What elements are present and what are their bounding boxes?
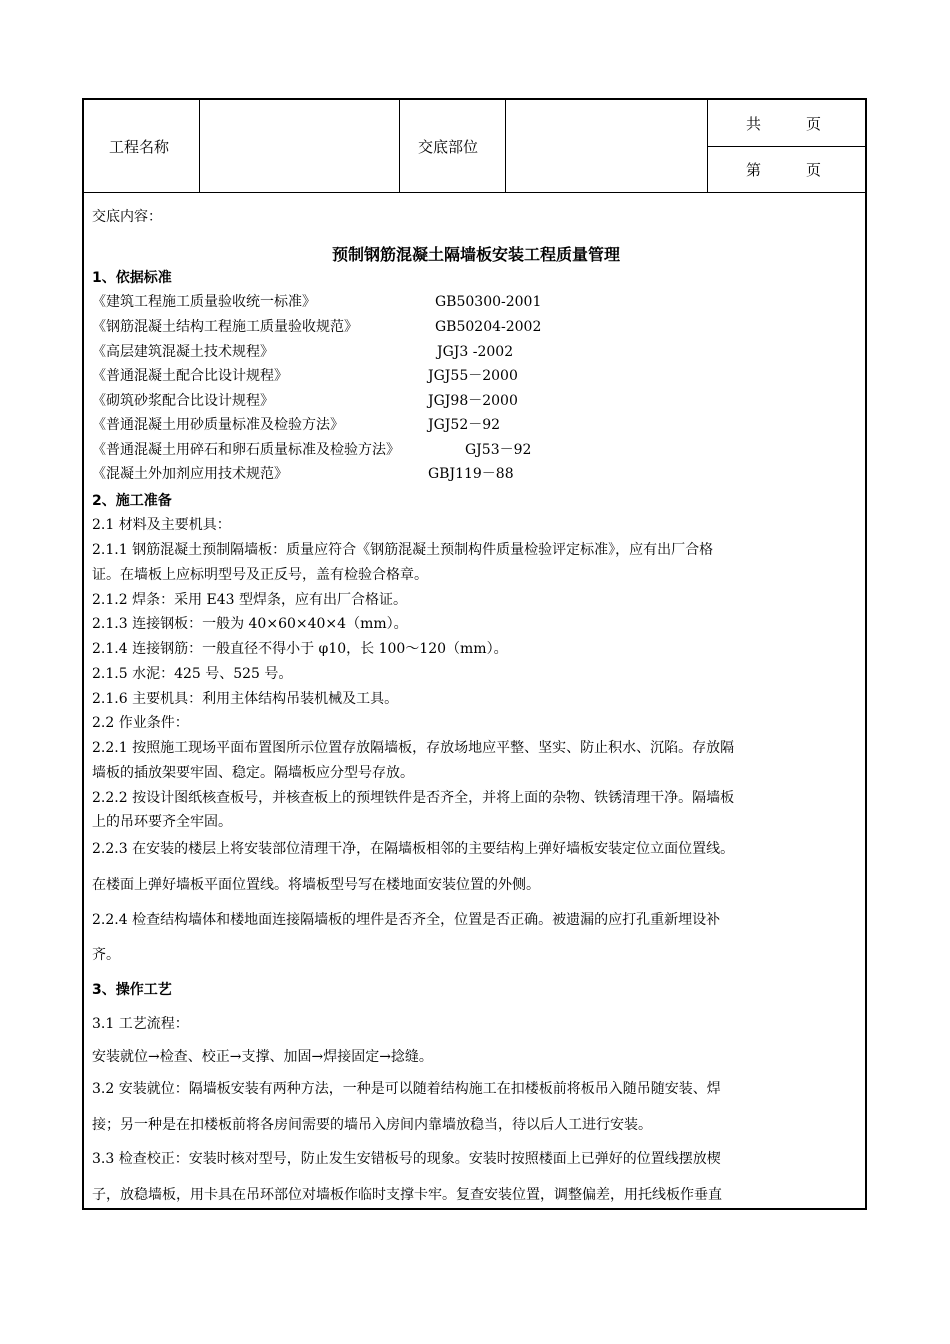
standard-code: JGJ55－2000 [428, 368, 518, 384]
text-line: 3.1 工艺流程： [92, 1016, 189, 1032]
divider [199, 100, 200, 192]
standard-name: 《建筑工程施工质量验收统一标准》 [92, 294, 316, 310]
section-heading: 1、依据标准 [92, 270, 172, 286]
standard-name: 《钢筋混凝土结构工程施工质量验收规范》 [92, 319, 358, 335]
text-line: 2.1.4 连接钢筋：一般直径不得小于 φ10，长 100～120（mm）。 [92, 641, 508, 657]
standard-name: 《混凝土外加剂应用技术规范》 [92, 466, 288, 482]
text-line: 2.2.4 检查结构墙体和楼地面连接隔墙板的埋件是否齐全，位置是否正确。被遗漏的应打孔重新埋设补 [92, 912, 721, 928]
text-line: 2.1.6 主要机具：利用主体结构吊装机械及工具。 [92, 691, 399, 707]
standard-code: JGJ52－92 [428, 417, 501, 433]
section-heading: 3、操作工艺 [92, 982, 172, 998]
text-line: 2.2.2 按设计图纸核查板号，并核查板上的预埋铁件是否齐全，并将上面的杂物、铁锈清理干净。隔墙板 [92, 790, 735, 806]
standard-code: GB50300-2001 [435, 294, 542, 310]
divider [505, 100, 506, 192]
text-line: 2.1 材料及主要机具： [92, 517, 231, 533]
page-number: 第 页 [746, 161, 822, 179]
text-line: 子，放稳墙板，用卡具在吊环部位对墙板作临时支撑卡牢。复查安装位置，调整偏差，用托线板作垂直 [92, 1187, 722, 1203]
standard-name: 《砌筑砂浆配合比设计规程》 [92, 393, 274, 409]
standard-code: GJ53－92 [465, 442, 532, 458]
content-label: 交底内容： [92, 209, 162, 225]
standard-name: 《普通混凝土配合比设计规程》 [92, 368, 288, 384]
document-title: 预制钢筋混凝土隔墙板安装工程质量管理 [331, 245, 620, 264]
text-line: 3.3 检查校正：安装时核对型号，防止发生安错板号的现象。安装时按照楼面上已弹好的位置线摆放楔 [92, 1151, 721, 1167]
text-line: 2.1.3 连接钢板：一般为 40×60×40×4（mm）。 [92, 616, 408, 632]
text-line: 2.2 作业条件： [92, 715, 189, 731]
project-name-label: 工程名称 [109, 138, 170, 156]
text-line: 3.2 安装就位：隔墙板安装有两种方法，一种是可以随着结构施工在扣楼板前将板吊入随吊随安装、焊 [92, 1081, 721, 1097]
text-line: 2.1.1 钢筋混凝土预制隔墙板：质量应符合《钢筋混凝土预制构件质量检验评定标准》，应有出厂合格 [92, 542, 714, 558]
standard-name: 《普通混凝土用砂质量标准及检验方法》 [92, 417, 344, 433]
standard-code: JGJ3 -2002 [437, 344, 514, 360]
text-line: 2.2.3 在安装的楼层上将安装部位清理干净，在隔墙板相邻的主要结构上弹好墙板安装定位立面位置线。 [92, 841, 735, 857]
standard-code: JGJ98－2000 [428, 393, 518, 409]
text-line: 2.1.5 水泥：425 号、525 号。 [92, 666, 293, 682]
text-line: 接；另一种是在扣楼板前将各房间需要的墙吊入房间内靠墙放稳当，待以后人工进行安装。 [92, 1117, 652, 1133]
text-line: 齐。 [92, 947, 120, 963]
divider [707, 146, 865, 147]
standard-name: 《高层建筑混凝土技术规程》 [92, 344, 274, 360]
disclosure-form [82, 98, 867, 1210]
text-line: 证。在墙板上应标明型号及正反号，盖有检验合格章。 [92, 567, 428, 583]
divider [399, 100, 400, 192]
text-line: 2.1.2 焊条：采用 E43 型焊条，应有出厂合格证。 [92, 592, 408, 608]
text-line: 在楼面上弹好墙板平面位置线。将墙板型号写在楼地面安装位置的外侧。 [92, 877, 540, 893]
standard-code: GB50204-2002 [435, 319, 542, 335]
standard-code: GBJ119－88 [428, 466, 514, 482]
text-line: 上的吊环要齐全牢固。 [92, 814, 232, 830]
text-line: 2.2.1 按照施工现场平面布置图所示位置存放隔墙板，存放场地应平整、坚实、防止积水、沉陷。存放隔 [92, 740, 735, 756]
text-line: 墙板的插放架要牢固、稳定。隔墙板应分型号存放。 [92, 765, 414, 781]
standard-name: 《普通混凝土用碎石和卵石质量标准及检验方法》 [92, 442, 400, 458]
location-label: 交底部位 [418, 138, 479, 156]
form-header [84, 100, 865, 193]
text-line: 安装就位→检查、校正→支撑、加固→焊接固定→捻缝。 [92, 1049, 433, 1065]
section-heading: 2、施工准备 [92, 493, 172, 509]
total-pages: 共 页 [746, 115, 822, 133]
